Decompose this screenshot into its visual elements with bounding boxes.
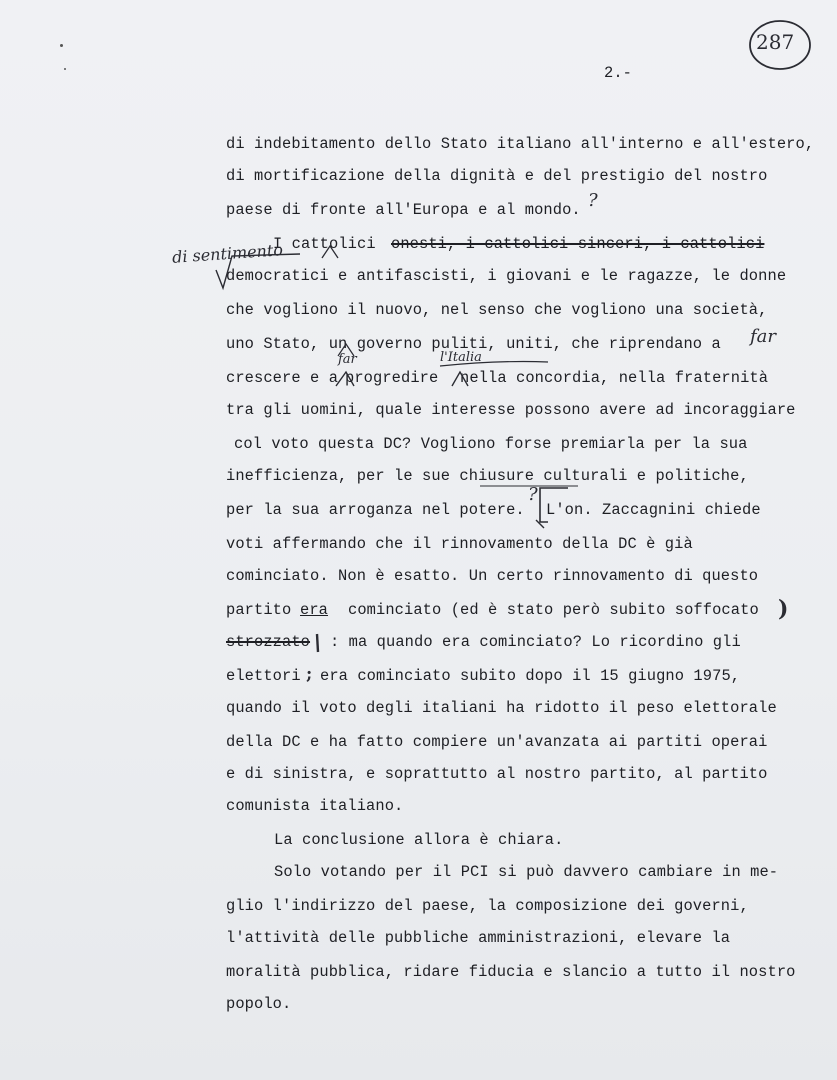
- text-line-6: che vogliono il nuovo, nel senso che vogliono una società,: [226, 301, 768, 319]
- semicolon-mark: ;: [306, 664, 313, 684]
- text-line-26: moralità pubblica, ridare fiducia e slancio a tutto il nostro: [226, 963, 796, 981]
- text-line-20: e di sinistra, e soprattutto al nostro partito, al partito: [226, 765, 768, 783]
- archive-number: 287: [756, 30, 795, 54]
- text-line-8a: crescere e a: [226, 369, 339, 387]
- text-line-19: della DC e ha fatto compiere un'avanzata ai partiti operai: [226, 733, 768, 751]
- text-line-14: cominciato. Non è esatto. Un certo rinnovamento di questo: [226, 567, 759, 585]
- bracket-potere: [540, 488, 568, 522]
- text-line-22: La conclusione allora è chiara.: [274, 831, 564, 849]
- text-line-15c: cominciato (ed è stato però subito soffocato: [348, 601, 759, 619]
- text-line-10: col voto questa DC? Vogliono forse premiarla per la sua: [234, 435, 748, 453]
- caret-a-far: [336, 372, 354, 386]
- caret-puliti: [338, 344, 354, 356]
- text-line-12a: per la sua arroganza nel potere.: [226, 501, 525, 519]
- page-number: 2.-: [604, 64, 633, 82]
- text-line-1: di indebitamento dello Stato italiano all'interno e all'estero,: [226, 135, 815, 153]
- closing-paren: ): [778, 596, 789, 622]
- insert-far-above: far: [338, 352, 357, 367]
- insert-italia: l'Italia: [440, 350, 482, 365]
- text-line-8b: progredire: [345, 369, 439, 387]
- bar-strozzato: [317, 634, 318, 652]
- text-line-4a: I cattolici: [273, 235, 376, 253]
- margin-note-sentimento: di sentimento: [171, 240, 284, 267]
- question-mark-potere: ?: [528, 484, 538, 505]
- text-line-16b: : ma quando era cominciato? Lo ricordino gli: [330, 633, 741, 651]
- text-line-23: Solo votando per il PCI si può davvero cambiare in me-: [274, 863, 779, 881]
- text-line-17a: elettori: [226, 667, 301, 685]
- text-line-7: uno Stato, un governo puliti, uniti, che riprendano a: [226, 335, 721, 353]
- text-line-13: voti affermando che il rinnovamento della DC è già: [226, 535, 693, 553]
- text-line-25: l'attività delle pubbliche amministrazioni, elevare la: [226, 929, 731, 947]
- curve-italia: [440, 362, 548, 367]
- text-line-8c: nella concordia, nella fraternità: [460, 369, 769, 387]
- struck-text-onesti: onesti, i cattolici sinceri, i cattolici: [391, 235, 765, 253]
- text-line-24: glio l'indirizzo del paese, la composizione dei governi,: [226, 897, 749, 915]
- text-line-27: popolo.: [226, 995, 292, 1013]
- text-line-15a: partito: [226, 601, 292, 619]
- text-line-17b: era cominciato subito dopo il 15 giugno 1975,: [320, 667, 741, 685]
- text-line-3: paese di fronte all'Europa e al mondo.: [226, 201, 581, 219]
- text-line-5: democratici e antifascisti, i giovani e le ragazze, le donne: [226, 267, 787, 285]
- text-line-11: inefficienza, per le sue chiusure culturali e politiche,: [226, 467, 749, 485]
- text-line-12b: L'on. Zaccagnini chiede: [546, 501, 761, 519]
- text-line-21: comunista italiano.: [226, 797, 404, 815]
- insert-far-right: far: [750, 326, 776, 347]
- caret-cattolici: [322, 246, 338, 258]
- underlined-era: era: [300, 601, 329, 619]
- text-line-9: tra gli uomini, quale interesse possono avere ad incoraggiare: [226, 401, 796, 419]
- struck-text-strozzato: strozzato: [226, 633, 311, 651]
- archive-circle: [750, 21, 810, 69]
- text-line-18: quando il voto degli italiani ha ridotto il peso elettorale: [226, 699, 777, 717]
- caret-democratici: [216, 254, 300, 288]
- caret-italia: [452, 372, 468, 386]
- text-line-2: di mortificazione della dignità e del prestigio del nostro: [226, 167, 768, 185]
- question-mark-mondo: ?: [588, 190, 598, 211]
